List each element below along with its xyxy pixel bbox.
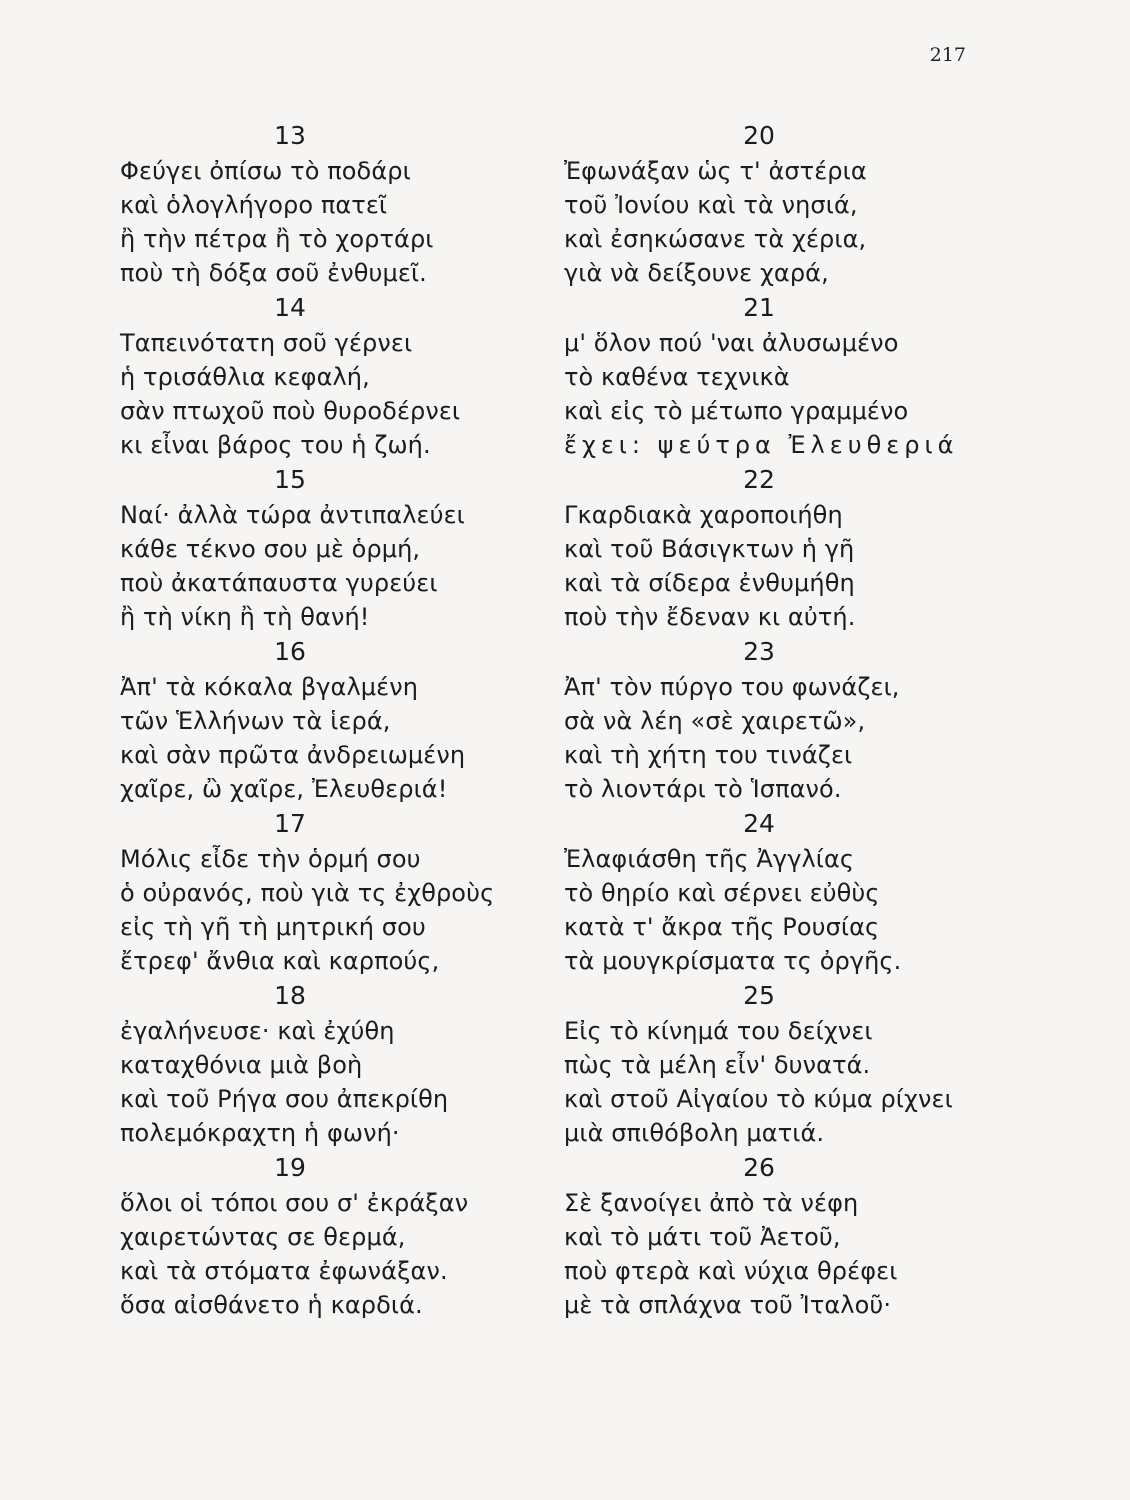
verse-line: Ταπεινότατη σοῦ γέρνει [120,329,413,357]
verse-line: ἢ τὴ νίκη ἢ τὴ θανή! [120,603,370,631]
stanza-number: 25 [743,981,775,1010]
stanza [120,978,510,1150]
verse-line: πὼς τὰ μέλη εἶν' δυνατά. [564,1051,871,1079]
stanza [120,290,510,462]
stanza [564,290,984,462]
verse-line: γιὰ νὰ δείξουνε χαρά, [564,259,829,287]
verse-line: Φεύγει ὀπίσω τὸ ποδάρι [120,157,411,185]
verse-line: μὲ τὰ σπλάχνα τοῦ Ἰταλοῦ· [564,1291,892,1319]
verse-line: τὰ μουγκρίσματα τς ὀργῆς. [564,947,902,975]
verse-line: ποὺ ἀκατάπαυστα γυρεύει [120,569,438,597]
verse-line: καὶ ὁλογλήγορο πατεῖ [120,191,388,219]
stanza [564,806,984,978]
verse-line: τοῦ Ἰονίου καὶ τὰ νησιά, [564,191,858,219]
verse-line: εἰς τὴ γῆ τὴ μητρική σου [120,913,426,941]
stanza [564,978,984,1150]
page-number: 217 [929,44,966,66]
verse-line: μιὰ σπιθόβολη ματιά. [564,1119,825,1147]
verse-line: ἢ τὴν πέτρα ἢ τὸ χορτάρι [120,225,434,253]
stanza [120,806,510,978]
verse-line: καὶ ἐσηκώσανε τὰ χέρια, [564,225,867,253]
verse-line: καὶ τοῦ Βάσιγκτων ἡ γῆ [564,535,855,563]
verse-line: καὶ τὸ μάτι τοῦ Ἀετοῦ, [564,1223,841,1251]
verse-line: Ναί· ἀλλὰ τώρα ἀντιπαλεύει [120,501,465,529]
verse-line: Ἐφωνάξαν ὡς τ' ἀστέρια [564,157,867,185]
verse-line: καὶ τοῦ Ρήγα σου ἀπεκρίθη [120,1085,449,1113]
stanza [564,118,984,290]
verse-line: καὶ εἰς τὸ μέτωπο γραμμένο [564,397,909,425]
left-column [120,118,510,1322]
verse-line: καὶ τὰ στόματα ἐφωνάξαν. [120,1257,448,1285]
verse-line: ποὺ τὴν ἔδεναν κι αὐτή. [564,603,856,631]
stanza [120,1150,510,1322]
verse-line: καὶ στοῦ Αἰγαίου τὸ κύμα ρίχνει [564,1085,953,1113]
verse-line: Ἀπ' τὰ κόκαλα βγαλμένη [120,673,419,701]
stanza-number: 19 [274,1153,306,1182]
verse-line: κατὰ τ' ἄκρα τῆς Ρουσίας [564,913,880,941]
stanza-number: 26 [743,1153,775,1182]
stanza-number: 21 [743,293,775,322]
stanza-number: 16 [274,637,306,666]
verse-line: καὶ τὴ χήτη του τινάζει [564,741,853,769]
verse-line: Σὲ ξανοίγει ἀπὸ τὰ νέφη [564,1189,859,1217]
stanza-number: 18 [274,981,306,1010]
stanza-number: 22 [743,465,775,494]
verse-line: σὰ νὰ λέη «σὲ χαιρετῶ», [564,707,866,735]
verse-line: τὸ καθένα τεχνικὰ [564,363,790,391]
verse-line: καὶ σὰν πρῶτα ἀνδρειωμένη [120,741,466,769]
verse-line: Μόλις εἶδε τὴν ὁρμή σου [120,845,421,873]
verse-line: χαῖρε, ὢ χαῖρε, Ἐλευθεριά! [120,775,448,803]
verse-line: ἡ τρισάθλια κεφαλή, [120,363,370,391]
verse-line: ὅσα αἰσθάνετο ἡ καρδιά. [120,1291,423,1319]
verse-line: Ἀπ' τὸν πύργο του φωνάζει, [564,673,900,701]
verse-line: κάθε τέκνο σου μὲ ὁρμή, [120,535,421,563]
verse-line: καὶ τὰ σίδερα ἐνθυμήθη [564,569,855,597]
verse-line: ὅλοι οἱ τόποι σου σ' ἐκράξαν [120,1189,469,1217]
stanza [564,462,984,634]
stanza-number: 15 [274,465,306,494]
verse-line: καταχθόνια μιὰ βοὴ [120,1051,363,1079]
stanza-number: 14 [274,293,306,322]
verse-line: ἔτρεφ' ἄνθια καὶ καρπούς, [120,947,440,975]
verse-line: ποὺ τὴ δόξα σοῦ ἐνθυμεῖ. [120,259,427,287]
stanza [564,634,984,806]
stanza [120,462,510,634]
verse-line: ἔχει: ψεύτρα Ἐλευθεριά [564,431,959,459]
stanza-number: 24 [743,809,775,838]
stanza-number: 20 [743,121,775,150]
verse-line: Γκαρδιακὰ χαροποιήθη [564,501,843,529]
verse-line: Εἰς τὸ κίνημά του δείχνει [564,1017,873,1045]
verse-line: χαιρετώντας σε θερμά, [120,1223,406,1251]
verse-line: ὁ οὐρανός, ποὺ γιὰ τς ἐχθροὺς [120,879,495,907]
verse-line: ἐγαλήνευσε· καὶ ἐχύθη [120,1017,395,1045]
stanza-number: 17 [274,809,306,838]
right-column [564,118,984,1322]
stanza-number: 13 [274,121,306,150]
verse-line: πολεμόκραχτη ἡ φωνή· [120,1119,400,1147]
verse-line: κι εἶναι βάρος του ἡ ζωή. [120,431,431,459]
verse-line: τὸ θηρίο καὶ σέρνει εὐθὺς [564,879,880,907]
verse-line: σὰν πτωχοῦ ποὺ θυροδέρνει [120,397,461,425]
verse-line: ποὺ φτερὰ καὶ νύχια θρέφει [564,1257,898,1285]
verse-line: τῶν Ἑλλήνων τὰ ἱερά, [120,707,391,735]
stanza [120,634,510,806]
verse-line: μ' ὅλον πού 'ναι ἀλυσωμένο [564,329,899,357]
verse-line: Ἐλαφιάσθη τῆς Ἀγγλίας [564,845,855,873]
stanza-number: 23 [743,637,775,666]
stanza [564,1150,984,1322]
verse-line: τὸ λιοντάρι τὸ Ἱσπανό. [564,775,842,803]
stanza [120,118,510,290]
